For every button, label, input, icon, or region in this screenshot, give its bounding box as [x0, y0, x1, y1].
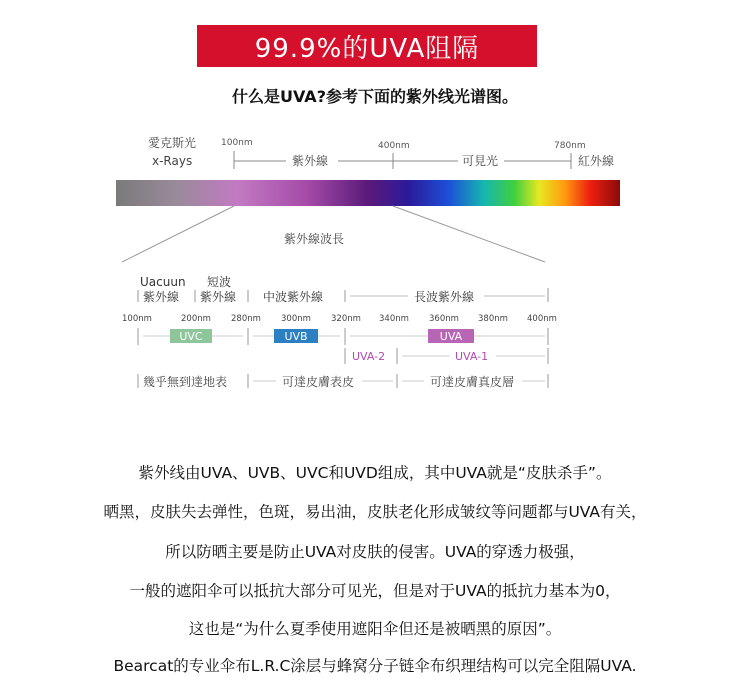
wavelength-title: 紫外線波長	[284, 232, 345, 246]
short-wave-label-2: 紫外線	[200, 290, 237, 304]
nm100-label: 100nm	[221, 138, 253, 148]
long-wave-label: 長波紫外線	[414, 290, 475, 304]
penetration-surface: 幾乎無到達地表	[143, 375, 228, 389]
paragraph-6: Bearcat的专业伞布L.R.C涂层与蜂窝分子链伞布织理结构可以完全阻隔UVA.	[113, 657, 637, 675]
uv-spectrum-diagram	[0, 120, 750, 400]
paragraph-2: 晒黑，皮肤失去弹性，色斑，易出油，皮肤老化形成皱纹等问题都与UVA有关，	[103, 503, 647, 521]
scale-340nm: 340nm	[379, 314, 409, 324]
zoom-line-left	[122, 206, 234, 262]
vacuum-label-cn: 紫外線	[143, 290, 180, 304]
subtitle: 什么是UVA?参考下面的紫外线光谱图。	[232, 87, 518, 106]
paragraph-4: 一般的遮阳伞可以抵抗大部分可见光，但是对于UVA的抵抗力基本为0，	[129, 582, 621, 600]
spectrum-bar	[116, 180, 620, 206]
uva2-label: UVA-2	[352, 350, 386, 363]
xray-label-cn: 愛克斯光	[148, 136, 197, 150]
uvb-label: UVB	[284, 330, 308, 343]
nm780-label: 780nm	[554, 141, 586, 151]
scale-380nm: 380nm	[478, 314, 508, 324]
scale-280nm: 280nm	[231, 314, 261, 324]
scale-360nm: 360nm	[429, 314, 459, 324]
zoom-line-right	[393, 206, 545, 262]
paragraph-5: 这也是“为什么夏季使用遮阳伞但还是被晒黑的原因”。	[188, 620, 562, 638]
uvc-label: UVC	[179, 330, 203, 343]
short-wave-label-1: 短波	[207, 275, 232, 289]
medium-wave-label: 中波紫外線	[263, 290, 324, 304]
infrared-top-label: 紅外線	[578, 154, 615, 168]
penetration-epidermis: 可達皮膚表皮	[282, 375, 355, 389]
scale-400nm: 400nm	[527, 314, 557, 324]
scale-200nm: 200nm	[181, 314, 211, 324]
nm400-label: 400nm	[378, 141, 410, 151]
title-banner	[197, 25, 537, 67]
vacuum-label-en: Uacuun	[140, 275, 186, 289]
paragraph-1: 紫外线由UVA、UVB、UVC和UVD组成，其中UVA就是“皮肤杀手”。	[138, 464, 612, 482]
penetration-dermis: 可達皮膚真皮層	[430, 375, 515, 389]
scale-300nm: 300nm	[281, 314, 311, 324]
scale-100nm: 100nm	[122, 314, 152, 324]
uva1-label: UVA-1	[455, 350, 489, 363]
paragraph-3: 所以防晒主要是防止UVA对皮肤的侵害。UVA的穿透力极强，	[165, 543, 585, 561]
xray-label-en: x-Rays	[152, 154, 193, 168]
uva-label: UVA	[439, 330, 463, 343]
uv-top-label: 紫外線	[292, 154, 329, 168]
scale-320nm: 320nm	[331, 314, 361, 324]
banner-title: 99.9%的UVA阻隔	[254, 33, 480, 64]
visible-top-label: 可見光	[462, 154, 499, 168]
